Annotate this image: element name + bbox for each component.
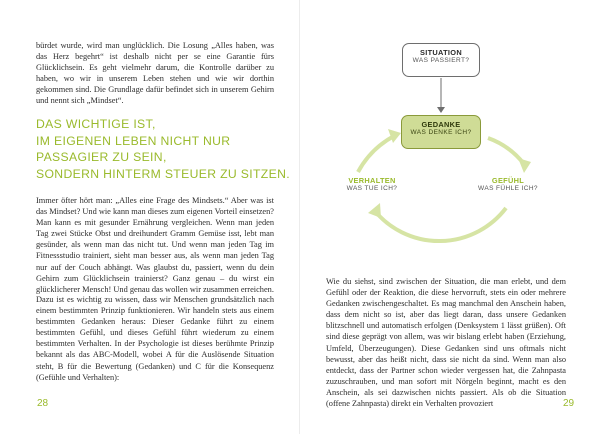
situation-node — [402, 43, 480, 77]
situation-to-gedanke-arrowhead — [437, 107, 445, 113]
gefuehl-subtitle: WAS FÜHLE ICH? — [478, 185, 538, 192]
gedanke-title: GEDANKE — [421, 120, 461, 129]
right-page — [300, 0, 600, 434]
page-number-left: 28 — [37, 398, 49, 409]
pull-quote-line: IM EIGENEN LEBEN NICHT NUR — [36, 133, 231, 148]
abc-model-diagram — [340, 38, 540, 254]
verhalten-to-gedanke-arrowhead — [388, 129, 401, 143]
pull-quote — [36, 116, 290, 182]
verhalten-to-gedanke-arc — [358, 136, 394, 172]
body-paragraph-1: bürdet wurde, wird man unglücklich. Die Losung „Alles haben, was das Herz begehrt“ ist deshalb nicht per se eine Garantie fürs Glücklichsein. Es geht vielmehr darum, die Kontrolle darüber zu haben, wo wir in unserem Leben stehen und wie wir dorthin gekommen sind. Die Grundlage dafür befindet sich in unserem Gehirn und nennt sich „Mindset“. — [36, 41, 274, 106]
gefuehl-title: GEFÜHL — [491, 176, 525, 185]
body-paragraph-3: Dazu ist es wichtig zu wissen, dass wir Menschen grundsätzlich nach einem bestimmten Prinzip funktionieren. Wir handeln stets aus einem bestimmten Gedanken heraus: Dieser Gedanke führt zu einem bestimmten Gefühl, und dieses Gefühl führt wiederum zu einem bestimmten Verhalten. In der Psychologie ist dieses berühmte Prinzip bekannt als das ABC-Modell, wobei A für die Auslösende Situation steht, B für die Bewertung (Gedanken) und C für die Konsequenz (Gefühle und Verhalten): — [36, 295, 274, 382]
verhalten-title: VERHALTEN — [348, 176, 396, 185]
gedanke-node — [401, 115, 481, 149]
situation-subtitle: WAS PASSIERT? — [412, 57, 470, 64]
gefuehl-to-verhalten-arrowhead — [368, 203, 381, 218]
gefuehl-to-verhalten-arc — [374, 208, 506, 241]
body-paragraph-2: Immer öfter hört man: „Alles eine Frage des Mindsets.“ Aber was ist das Mindset? Und wie kann man dieses zum eigenen Vorteil einsetzen? Man kann es mit gesunder Ernährung vergleichen. Wenn man jeden Tag zwei Stücke Obst und dreihundert Gramm Gemüse isst, lebt man gesünder, als wenn man das nicht tut. Und wenn man jeden Tag im Fitnessstudio trainiert, sieht man besser aus, als wenn man jeden Tag nur auf der Couch abhängt. Was glaubst du, passiert, wenn du dein Gehirn zum Glücklichsein trainierst? Ganz genau – du wirst ein glücklicherer Mensch! Und genau das wollen wir zusammen erreichen. — [36, 196, 274, 294]
pull-quote-line: PASSAGIER ZU SEIN, — [36, 150, 167, 165]
gedanke-subtitle: WAS DENKE ICH? — [410, 129, 472, 136]
verhalten-subtitle: WAS TUE ICH? — [346, 185, 398, 192]
pull-quote-line: SONDERN HINTERM STEUER ZU SITZEN. — [36, 166, 290, 181]
gedanke-to-gefuehl-arrowhead — [518, 158, 531, 173]
gedanke-to-gefuehl-arc — [488, 138, 524, 164]
gefuehl-node — [476, 176, 540, 194]
body-paragraph-right: Wie du siehst, sind zwischen der Situation, die man erlebt, und dem Gefühl oder der Reaktion, die diese hervorruft, stets ein oder mehrere Gedanken zwischengeschaltet. Es mag manchmal den Anschein haben, dass dem nicht so ist, aber das liegt daran, dass unsere Gedanken blitzschnell und automatisch erfolgen (Denksystem 1 lässt grüßen). Oft sind diese geprägt von allem, was wir bislang erlebt haben (Erziehung, Umfeld, Überzeugungen). Diese Gedanken sind uns oftmals nicht bewusst, aber das heißt nicht, dass sie nicht da sind. Wenn man also entdeckt, dass der Partner schon wieder vergessen hat, die Zahnpasta zuzuschrauben, und man sofort mit Nörgeln beginnt, macht es den Anschein, als sei dazwischen nichts passiert. Als ob die Situation (offene Zahnpasta) direkt ein Verhalten provoziert — [326, 277, 566, 409]
pull-quote-line: DAS WICHTIGE IST, — [36, 117, 156, 131]
page-number-right: 29 — [563, 398, 575, 409]
situation-title: SITUATION — [420, 48, 462, 57]
verhalten-node — [340, 176, 404, 194]
